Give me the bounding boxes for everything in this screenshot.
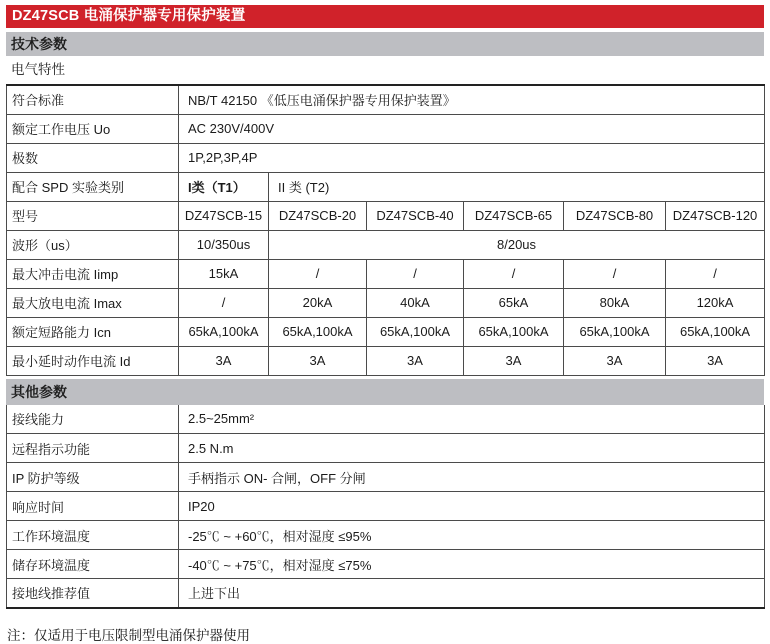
iimp-cell: / bbox=[564, 259, 666, 288]
table-row bbox=[7, 434, 765, 463]
iimp-cell: 15kA bbox=[179, 259, 269, 288]
param-label: 最小延时动作电流 Id bbox=[7, 346, 179, 375]
id-cell: 3A bbox=[666, 346, 765, 375]
page-title: DZ47SCB 电涌保护器专用保护装置 bbox=[12, 8, 246, 24]
param-label: 远程指示功能 bbox=[7, 434, 179, 463]
param-label: 最大放电电流 Imax bbox=[7, 288, 179, 317]
subsection-electrical bbox=[6, 56, 764, 84]
imax-cell: 40kA bbox=[367, 288, 464, 317]
iimp-cell: / bbox=[367, 259, 464, 288]
param-label: 符合标准 bbox=[7, 85, 179, 114]
param-label: 额定工作电压 Uo bbox=[7, 114, 179, 143]
section-header-other-label: 其他参数 bbox=[11, 383, 67, 400]
param-label: 工作环境温度 bbox=[7, 521, 179, 550]
param-label: 型号 bbox=[7, 201, 179, 230]
icn-cell: 65kA,100kA bbox=[367, 317, 464, 346]
table-row bbox=[7, 579, 765, 608]
param-value: 1P,2P,3P,4P bbox=[179, 143, 765, 172]
model-cell: DZ47SCB-80 bbox=[564, 201, 666, 230]
page-title-banner bbox=[6, 5, 764, 28]
waveform-1-cell: 10/350us bbox=[179, 230, 269, 259]
model-cell: DZ47SCB-40 bbox=[367, 201, 464, 230]
imax-cell: 120kA bbox=[666, 288, 765, 317]
section-header-tech bbox=[6, 32, 764, 56]
param-value: 2.5 N.m bbox=[179, 434, 765, 463]
table-row-waveform bbox=[7, 230, 765, 259]
table-row-imax bbox=[7, 288, 765, 317]
id-cell: 3A bbox=[464, 346, 564, 375]
param-label: 响应时间 bbox=[7, 492, 179, 521]
model-cell: DZ47SCB-20 bbox=[269, 201, 367, 230]
param-label: 极数 bbox=[7, 143, 179, 172]
icn-cell: 65kA,100kA bbox=[179, 317, 269, 346]
param-label: 波形（us） bbox=[7, 230, 179, 259]
subsection-electrical-label: 电气特性 bbox=[11, 62, 65, 77]
param-value: IP20 bbox=[179, 492, 765, 521]
other-params-table bbox=[6, 405, 765, 609]
id-cell: 3A bbox=[179, 346, 269, 375]
table-row-spd-class bbox=[7, 172, 765, 201]
param-value: -25℃ ~ +60℃，相对湿度 ≤95% bbox=[179, 521, 765, 550]
icn-cell: 65kA,100kA bbox=[564, 317, 666, 346]
spd-class-1-cell: I类（T1） bbox=[179, 172, 269, 201]
iimp-cell: / bbox=[464, 259, 564, 288]
model-cell: DZ47SCB-120 bbox=[666, 201, 765, 230]
table-row bbox=[7, 550, 765, 579]
param-label: 最大冲击电流 Iimp bbox=[7, 259, 179, 288]
table-row-voltage bbox=[7, 114, 765, 143]
param-value: NB/T 42150 《低压电涌保护器专用保护装置》 bbox=[179, 85, 765, 114]
tech-params-table bbox=[6, 84, 765, 376]
param-label: 配合 SPD 实验类别 bbox=[7, 172, 179, 201]
imax-cell: 80kA bbox=[564, 288, 666, 317]
param-label: 额定短路能力 Icn bbox=[7, 317, 179, 346]
table-row bbox=[7, 405, 765, 434]
table-row bbox=[7, 521, 765, 550]
table-row-standard bbox=[7, 85, 765, 114]
footnote: 注：仅适用于电压限制型电涌保护器使用 bbox=[7, 627, 250, 643]
spd-class-2-cell: II 类 (T2) bbox=[269, 172, 765, 201]
icn-cell: 65kA,100kA bbox=[464, 317, 564, 346]
id-cell: 3A bbox=[367, 346, 464, 375]
model-cell: DZ47SCB-15 bbox=[179, 201, 269, 230]
waveform-2-cell: 8/20us bbox=[269, 230, 765, 259]
param-label: 接地线推荐值 bbox=[7, 579, 179, 608]
icn-cell: 65kA,100kA bbox=[666, 317, 765, 346]
table-row-model bbox=[7, 201, 765, 230]
table-row-iimp bbox=[7, 259, 765, 288]
section-header-tech-label: 技术参数 bbox=[11, 36, 67, 52]
id-cell: 3A bbox=[564, 346, 666, 375]
table-row-icn bbox=[7, 317, 765, 346]
param-value: 2.5~25mm² bbox=[179, 405, 765, 434]
model-cell: DZ47SCB-65 bbox=[464, 201, 564, 230]
table-row bbox=[7, 492, 765, 521]
table-row-id bbox=[7, 346, 765, 375]
imax-cell: / bbox=[179, 288, 269, 317]
param-label: 储存环境温度 bbox=[7, 550, 179, 579]
imax-cell: 20kA bbox=[269, 288, 367, 317]
icn-cell: 65kA,100kA bbox=[269, 317, 367, 346]
param-label: IP 防护等级 bbox=[7, 463, 179, 492]
id-cell: 3A bbox=[269, 346, 367, 375]
section-header-other bbox=[6, 379, 764, 405]
iimp-cell: / bbox=[269, 259, 367, 288]
table-row bbox=[7, 463, 765, 492]
param-value: AC 230V/400V bbox=[179, 114, 765, 143]
imax-cell: 65kA bbox=[464, 288, 564, 317]
param-label: 接线能力 bbox=[7, 405, 179, 434]
param-value: -40℃ ~ +75℃，相对湿度 ≤75% bbox=[179, 550, 765, 579]
iimp-cell: / bbox=[666, 259, 765, 288]
table-row-poles bbox=[7, 143, 765, 172]
param-value: 上进下出 bbox=[179, 579, 765, 608]
param-value: 手柄指示 ON- 合闸，OFF 分闸 bbox=[179, 463, 765, 492]
